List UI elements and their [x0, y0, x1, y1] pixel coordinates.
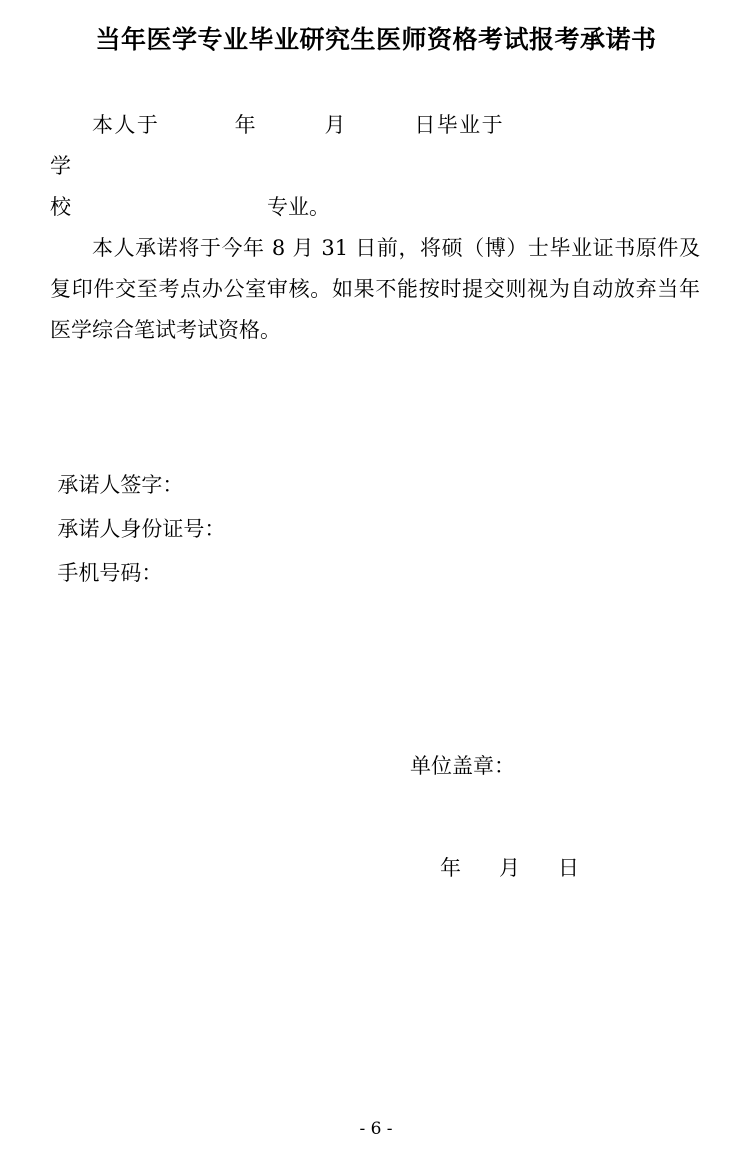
fill-month-label: 月 — [323, 113, 347, 137]
fill-major-label: 专业。 — [267, 194, 330, 219]
fill-prefix: 本人于 — [92, 113, 160, 137]
signature-id-label: 承诺人身份证号： — [57, 516, 226, 541]
document-body — [0, 105, 752, 351]
page-number: - 6 - — [359, 1119, 393, 1139]
document-page — [0, 22, 752, 1161]
signature-name-label: 承诺人签字： — [57, 472, 184, 497]
signature-block — [0, 463, 752, 595]
page-title: 当年医学专业毕业研究生医师资格考试报考承诺书 — [95, 25, 657, 54]
stamp-label: 单位盖章： — [410, 753, 515, 778]
major-fill-line — [50, 187, 700, 228]
stamp-date-line — [50, 847, 700, 889]
stamp-day-label: 日 — [558, 855, 579, 880]
fill-school-cont: 校 — [50, 194, 71, 219]
fill-year-label: 年 — [233, 113, 258, 137]
stamp-year-label: 年 — [440, 855, 461, 880]
stamp-block — [0, 745, 752, 889]
stamp-month-label: 月 — [499, 855, 520, 880]
fill-graduated-from: 日毕业于 — [412, 113, 505, 137]
fill-school-label: 学 — [50, 153, 71, 178]
graduation-fill-line — [50, 105, 700, 187]
signature-phone-label: 手机号码： — [57, 560, 163, 585]
promise-paragraph: 本人承诺将于今年 8 月 31 日前，将硕（博）士毕业证书原件及复印件交至考点办公室审核。如果不能按时提交则视为自动放弃当年医学综合笔试考试资格。 — [50, 235, 700, 342]
